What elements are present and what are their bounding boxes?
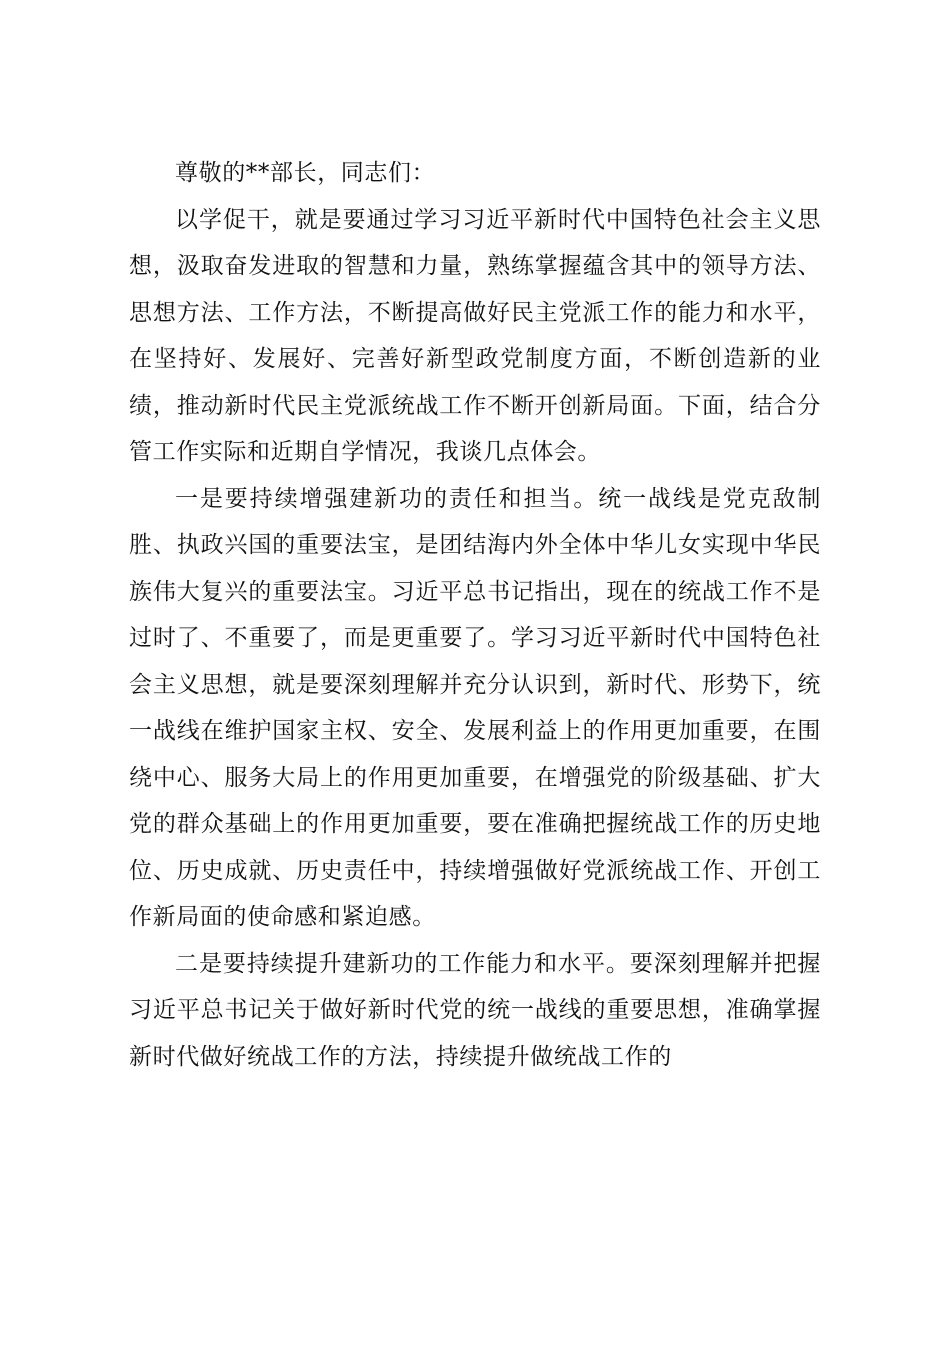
paragraph-point-two: 二是要持续提升建新功的工作能力和水平。要深刻理解并把握习近平总书记关于做好新时代党的统一战线的重要思想，准确掌握新时代做好统战工作的方法，持续提升做统战工作的 bbox=[129, 950, 821, 1070]
salutation: 尊敬的**部长，同志们： bbox=[175, 160, 436, 186]
paragraph-intro: 以学促干，就是要通过学习习近平新时代中国特色社会主义思想，汲取奋发进取的智慧和力量，熟练掌握蕴含其中的领导方法、思想方法、工作方法，不断提高做好民主党派工作的能力和水平，在坚持好、发展好、完善好新型政党制度方面，不断创造新的业绩，推动新时代民主党派统战工作不断开创新局面。下面，结合分管工作实际和近期自学情况，我谈几点体会。 bbox=[129, 206, 821, 465]
paragraph-point-one: 一是要持续增强建新功的责任和担当。统一战线是党克敌制胜、执政兴国的重要法宝，是团结海内外全体中华儿女实现中华民族伟大复兴的重要法宝。习近平总书记指出，现在的统战工作不是过时了、不重要了，而是更重要了。学习习近平新时代中国特色社会主义思想，就是要深刻理解并充分认识到，新时代、形势下，统一战线在维护国家主权、安全、发展利益上的作用更加重要，在围绕中心、服务大局上的作用更加重要，在增强党的阶级基础、扩大党的群众基础上的作用更加重要，要在准确把握统战工作的历史地位、历史成就、历史责任中，持续增强做好党派统战工作、开创工作新局面的使命感和紧迫感。 bbox=[129, 485, 821, 930]
document-body bbox=[129, 150, 821, 1080]
